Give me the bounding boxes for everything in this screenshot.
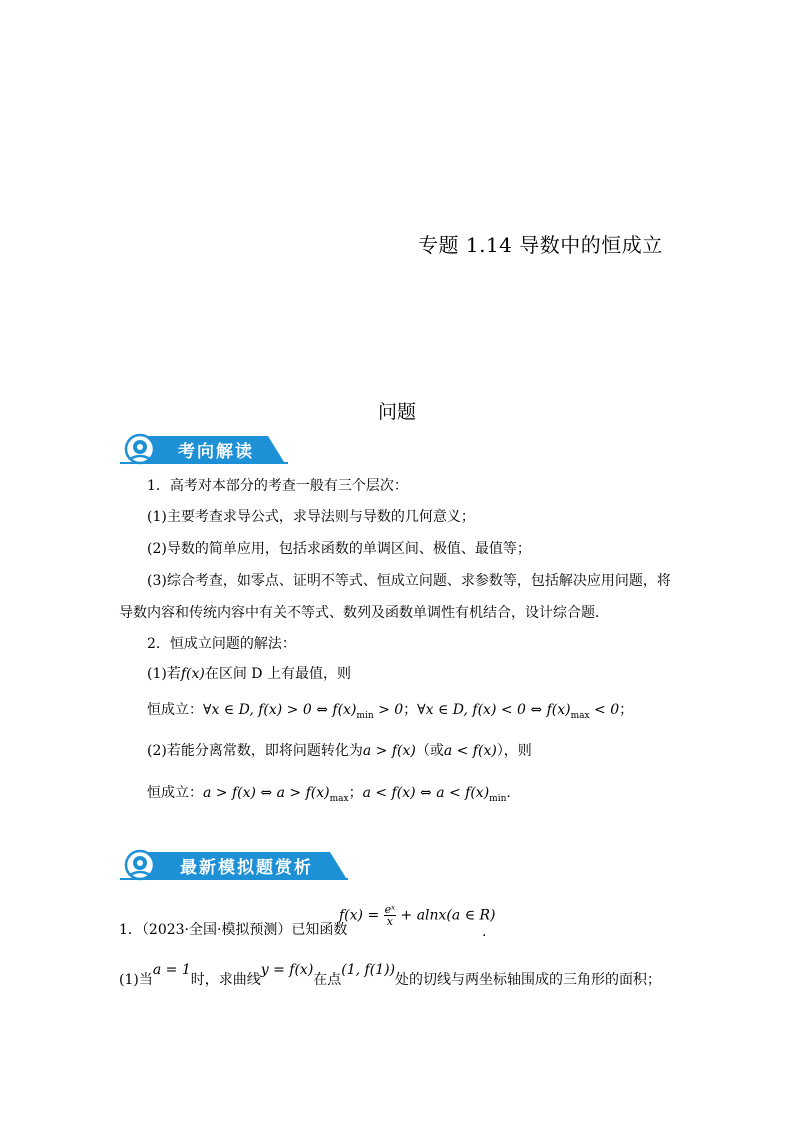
text-span: (1)若 [147,666,181,682]
text-span: 时，求曲线 [190,972,261,988]
text-span: ），则 [496,743,532,759]
math-expression: a > f(x) ⇔ a > f(x) [203,785,330,801]
section-banner-zuixin [118,848,350,882]
text-span: (1)当 [119,972,153,988]
fraction-denominator: x [386,915,393,928]
text-span: . [482,924,487,940]
section-banner-kaoxiang [118,432,290,466]
text-line [147,741,532,761]
math-expression: a < f(x) [443,743,497,759]
math-fraction [384,904,396,927]
problem-line [119,920,347,940]
page-title: 专题 1.14 导数中的恒成立 [418,233,663,257]
text-span: 恒成立： [147,702,203,718]
text-line [147,783,511,809]
text-span: （或 [415,743,444,759]
text-span: 1．（2023·全国·模拟预测）已知函数 [119,922,348,938]
math-subscript: min [489,794,507,804]
math-expression: (1, f(1)) [341,962,396,978]
text-line [147,700,633,726]
fraction-numerator: eˣ [384,903,396,916]
math-expression: a < f(x) ⇔ a < f(x) [362,785,490,801]
problem-line [119,962,662,990]
math-expression: ∀x ∈ D, f(x) > 0 ⇔ f(x) [203,702,357,718]
math-expression: + alnx(a ∈ R) [396,907,496,924]
math-function-definition [339,904,496,927]
text-line: 导数内容和传统内容中有关不等式、数列及函数单调性有机结合，设计综合题． [119,605,609,621]
text-span: ； [619,702,634,718]
math-expression: y = f(x) [260,962,314,978]
text-span: ； [403,702,418,718]
math-expression: ∀x ∈ D, f(x) < 0 ⇔ f(x) [417,702,571,718]
text-span: ； [348,785,363,801]
text-line: 2．恒成立问题的解法： [147,636,296,652]
text-span: 在区间 D 上有最值，则 [204,666,351,682]
text-line: (2)导数的简单应用，包括求函数的单调区间、极值、最值等； [147,541,531,557]
math-expression: f(x) [180,666,205,682]
text-span: (2)若能分离常数，即将问题转化为 [147,743,363,759]
math-expression: > 0 [373,702,404,718]
math-subscript: max [570,711,590,721]
text-span: 恒成立： [147,785,203,801]
text-line: (3)综合考查，如零点、证明不等式、恒成立问题、求参数等，包括解决应用问题，将 [147,573,671,589]
math-expression: < 0 [589,702,620,718]
text-line: 1．高考对本部分的考查一般有三个层次： [147,478,408,494]
page-subtitle: 问题 [377,401,416,423]
banner-label: 考向解读 [178,442,254,462]
math-expression: a > f(x) [362,743,416,759]
text-span: 处的切线与两坐标轴围成的三角形的面积； [395,972,662,988]
text-line [147,664,351,684]
text-line: (1)主要考查求导公式，求导法则与导数的几何意义； [147,509,475,525]
text-span: 在点 [313,972,342,988]
math-subscript: min [356,711,374,721]
math-subscript: max [329,794,349,804]
text-span: . [506,785,511,801]
banner-label: 最新模拟题赏析 [180,858,313,878]
math-expression: f(x) = [339,907,384,924]
math-expression: a = 1 [152,962,191,978]
